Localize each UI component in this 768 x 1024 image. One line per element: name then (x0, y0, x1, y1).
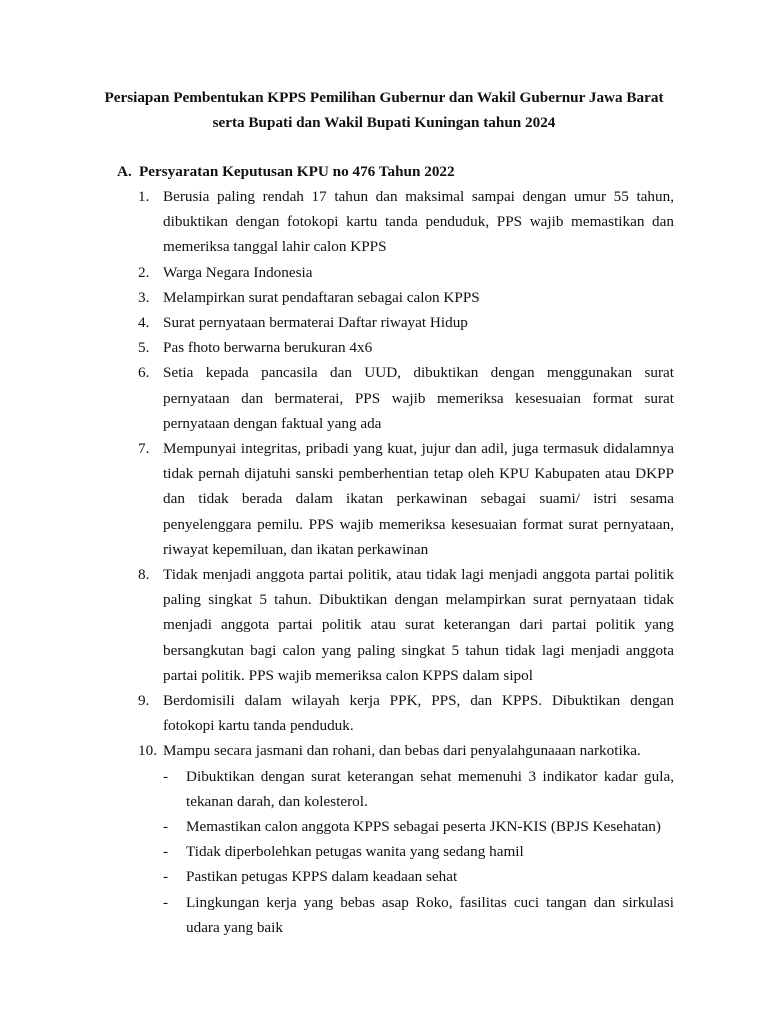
item-number: 3. (138, 288, 150, 306)
sub-list-item (163, 890, 674, 940)
item-text: Pas fhoto berwarna berukuran 4x6 (163, 339, 373, 357)
item-number: 1. (138, 188, 150, 205)
document-title (80, 85, 688, 135)
item-text: Mampu secara jasmani dan rohani, dan bebas dari penyalahgunaaan narkotika. (163, 742, 641, 760)
item-number: 6. (138, 364, 150, 382)
dash-bullet: - (163, 868, 169, 886)
list-item (138, 562, 674, 688)
item-text: Mempunyai integritas, pribadi yang kuat, jujur dan adil, juga termasuk didalamnya tidak pernah dijatuhi sanski pemberhentian tetap oleh KPU Kabupaten atau DKPP dan tidak berada dalam ikatan perkawinan sebagai suami/ istri sesama penyelenggara pemilu. PPS wajib memeriksa kesesuaian format surat pernyataan, riwayat kepemiluan, dan ikatan perkawinan (163, 440, 674, 558)
item-number: 5. (138, 339, 150, 357)
item-number: 4. (138, 314, 150, 332)
section-heading (117, 159, 677, 184)
item-text: Warga Negara Indonesia (163, 263, 313, 281)
list-item (138, 738, 674, 940)
title-line-1: Persiapan Pembentukan KPPS Pemilihan Gubernur dan Wakil Gubernur Jawa Barat (104, 89, 664, 106)
item-text: Berusia paling rendah 17 tahun dan maksimal sampai dengan umur 55 tahun, dibuktikan dengan fotokopi kartu tanda penduduk, PPS wajib memastikan dan memeriksa tanggal lahir calon KPPS (163, 188, 674, 256)
sub-item-text: Lingkungan kerja yang bebas asap Roko, fasilitas cuci tangan dan sirkulasi udara yang baik (186, 893, 674, 936)
list-item (138, 335, 674, 360)
dash-bullet: - (163, 843, 169, 861)
list-item (138, 688, 674, 738)
sub-item-text: Dibuktikan dengan surat keterangan sehat memenuhi 3 indikator kadar gula, tekanan darah, dan kolesterol. (186, 767, 674, 810)
item-number: 10. (138, 742, 157, 760)
list-item (138, 260, 674, 285)
requirements-list (138, 184, 674, 940)
item-text: Melampirkan surat pendaftaran sebagai calon KPPS (163, 288, 480, 306)
sub-list-item (163, 864, 674, 889)
item-number: 7. (138, 440, 150, 458)
item-text: Surat pernyataan bermaterai Daftar riwayat Hidup (163, 314, 468, 332)
sub-list-item (163, 814, 674, 839)
item-text: Berdomisili dalam wilayah kerja PPK, PPS, dan KPPS. Dibuktikan dengan fotokopi kartu tanda penduduk. (163, 692, 674, 735)
item-number: 2. (138, 263, 150, 281)
sub-item-text: Pastikan petugas KPPS dalam keadaan sehat (186, 868, 458, 886)
item-number: 9. (138, 692, 150, 710)
item-text: Setia kepada pancasila dan UUD, dibuktikan dengan menggunakan surat pernyataan dan bermaterai, PPS wajib memeriksa kesesuaian format surat pernyataan dengan faktual yang ada (163, 364, 674, 432)
sub-list-item (163, 764, 674, 814)
item-text: Tidak menjadi anggota partai politik, atau tidak lagi menjadi anggota partai politik paling singkat 5 tahun. Dibuktikan dengan melampirkan surat pernyataan tidak menjadi anggota partai politik atau surat keterangan dari partai politik yang bersangkutan bagi calon yang paling singkat 5 tahun tidak lagi menjadi anggota partai politik. PPS wajib memeriksa calon KPPS dalam sipol (163, 566, 674, 684)
section-letter: A. (117, 163, 132, 180)
sub-item-text: Tidak diperbolehkan petugas wanita yang sedang hamil (186, 843, 524, 861)
dash-bullet: - (163, 767, 169, 785)
dash-bullet: - (163, 818, 169, 836)
title-line-2: serta Bupati dan Wakil Bupati Kuningan tahun 2024 (212, 114, 556, 131)
item-number: 8. (138, 566, 150, 584)
list-item (138, 360, 674, 436)
list-item (138, 310, 674, 335)
list-item (138, 184, 674, 260)
section-title: Persyaratan Keputusan KPU no 476 Tahun 2022 (139, 163, 455, 180)
list-item (138, 436, 674, 562)
list-item (138, 285, 674, 310)
sub-list (163, 764, 674, 940)
dash-bullet: - (163, 893, 169, 911)
sub-list-item (163, 839, 674, 864)
sub-item-text: Memastikan calon anggota KPPS sebagai peserta JKN-KIS (BPJS Kesehatan) (186, 818, 661, 836)
